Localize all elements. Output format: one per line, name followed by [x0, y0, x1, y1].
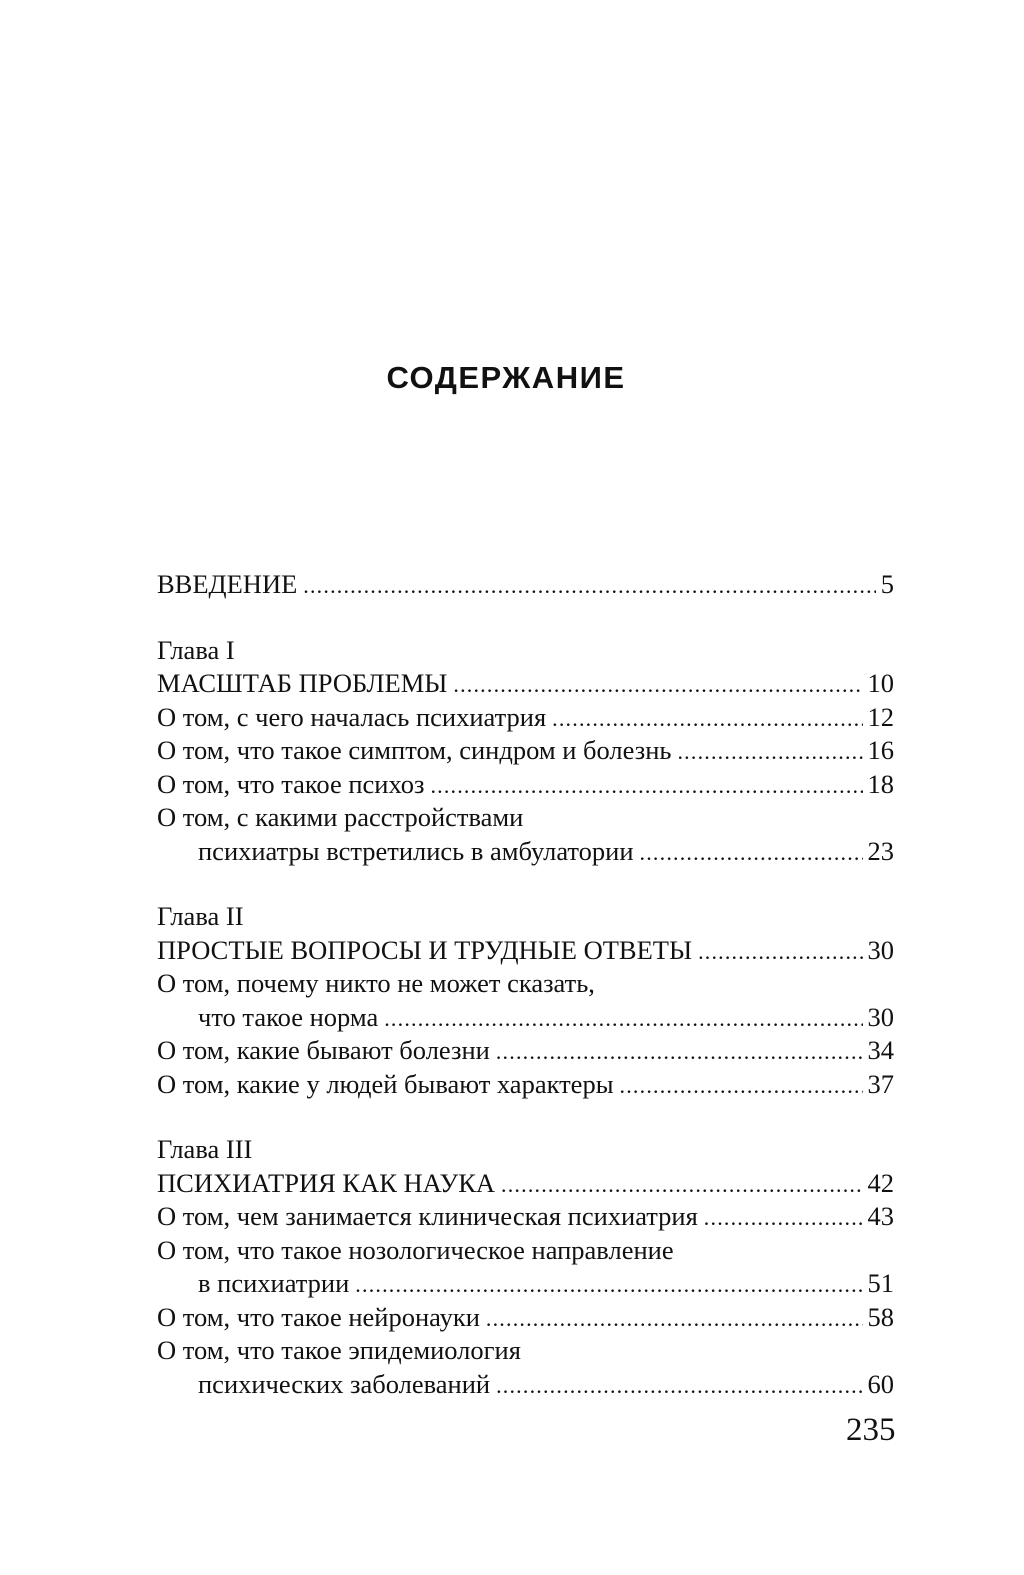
dot-leader	[677, 735, 862, 769]
dot-leader	[486, 1302, 863, 1336]
toc-entry	[157, 1301, 894, 1335]
toc-page-number: 34	[867, 1035, 894, 1065]
toc-entry-label: что такое норма	[198, 1001, 379, 1032]
toc-entry-label: О том, что такое психоз	[157, 768, 425, 799]
toc-page-number: 10	[867, 668, 894, 698]
dot-leader	[552, 702, 862, 736]
toc-page-number: 42	[867, 1167, 894, 1198]
toc-page-number: 60	[867, 1368, 894, 1399]
toc-entry	[157, 734, 894, 768]
toc-entry	[157, 701, 894, 735]
dot-leader	[355, 1268, 862, 1302]
toc-page-number: 43	[867, 1201, 894, 1231]
toc-entry-label: О том, что такое эпидемиология	[157, 1335, 521, 1365]
toc-entry	[157, 1200, 894, 1234]
toc-entry-continuation	[157, 835, 894, 869]
toc-entry-label: О том, что такое нозологическое направление	[157, 1234, 674, 1265]
toc-entry-intro	[157, 568, 894, 602]
toc-entry-label: О том, какие бывают болезни	[157, 1035, 490, 1065]
toc-entry-first-line	[157, 1234, 894, 1268]
toc-entry-first-line	[157, 967, 894, 1001]
toc-entry-label: ПСИХИАТРИЯ КАК НАУКА	[157, 1167, 496, 1198]
chapter-label: Глава I	[157, 634, 235, 665]
toc-entry-continuation	[157, 1001, 894, 1035]
toc-entry-continuation	[157, 1267, 894, 1301]
toc-page-number: 12	[867, 701, 894, 732]
chapter-label: Глава III	[157, 1134, 253, 1164]
toc-page-number: 30	[867, 934, 894, 965]
toc-page-number: 16	[867, 735, 894, 765]
page-number-folio: 235	[846, 1412, 896, 1448]
toc-entry-continuation	[157, 1368, 894, 1402]
toc-entry-label: психиатры встретились в амбулатории	[198, 835, 634, 866]
toc-entry-label: О том, чем занимается клиническая психиатрия	[157, 1201, 698, 1231]
toc-page-number: 18	[867, 768, 894, 799]
chapter-section	[157, 1133, 894, 1401]
toc-page-number: 5	[880, 569, 894, 599]
dot-leader	[430, 769, 862, 803]
toc-page-number: 30	[867, 1001, 894, 1032]
dot-leader	[640, 836, 863, 870]
chapter-label: Глава II	[157, 901, 244, 931]
dot-leader	[384, 1002, 862, 1036]
toc-entry	[157, 1034, 894, 1068]
dot-leader	[496, 1035, 863, 1069]
chapter-heading	[157, 934, 894, 968]
toc-entry-label: в психиатрии	[198, 1268, 350, 1298]
toc-entry-label: О том, с какими расстройствами	[157, 802, 524, 832]
page-title: СОДЕРЖАНИЕ	[386, 360, 626, 395]
chapter-section	[157, 900, 894, 1101]
toc-page-number: 23	[867, 835, 894, 866]
toc-entry-label: О том, почему никто не может сказать,	[157, 968, 595, 998]
toc-entry-label: ВВЕДЕНИЕ	[157, 569, 298, 599]
toc-entry-label: О том, что такое нейронауки	[157, 1301, 480, 1332]
chapter-section	[157, 634, 894, 869]
toc-entry-label: О том, с чего началась психиатрия	[157, 701, 547, 732]
toc-entry-label: МАСШТАБ ПРОБЛЕМЫ	[157, 668, 448, 698]
dot-leader	[453, 668, 862, 702]
chapter-heading	[157, 667, 894, 701]
toc-entry-label: психических заболеваний	[198, 1368, 491, 1399]
dot-leader	[303, 569, 875, 603]
table-of-contents	[157, 568, 894, 1401]
chapter-heading	[157, 1167, 894, 1201]
toc-entry-label: О том, какие у людей бывают характеры	[157, 1068, 614, 1099]
toc-entry-label: ПРОСТЫЕ ВОПРОСЫ И ТРУДНЫЕ ОТВЕТЫ	[157, 934, 693, 965]
dot-leader	[496, 1369, 862, 1403]
toc-entry	[157, 1068, 894, 1102]
toc-entry-first-line	[157, 801, 894, 835]
toc-entry-label: О том, что такое симптом, синдром и болезнь	[157, 735, 672, 765]
toc-page-number: 37	[867, 1068, 894, 1099]
dot-leader	[704, 1201, 863, 1235]
dot-leader	[620, 1069, 863, 1103]
toc-page-number: 51	[867, 1268, 894, 1298]
toc-entry	[157, 768, 894, 802]
toc-page-number: 58	[867, 1301, 894, 1332]
dot-leader	[698, 935, 862, 969]
dot-leader	[501, 1168, 862, 1202]
toc-entry-first-line	[157, 1334, 894, 1368]
